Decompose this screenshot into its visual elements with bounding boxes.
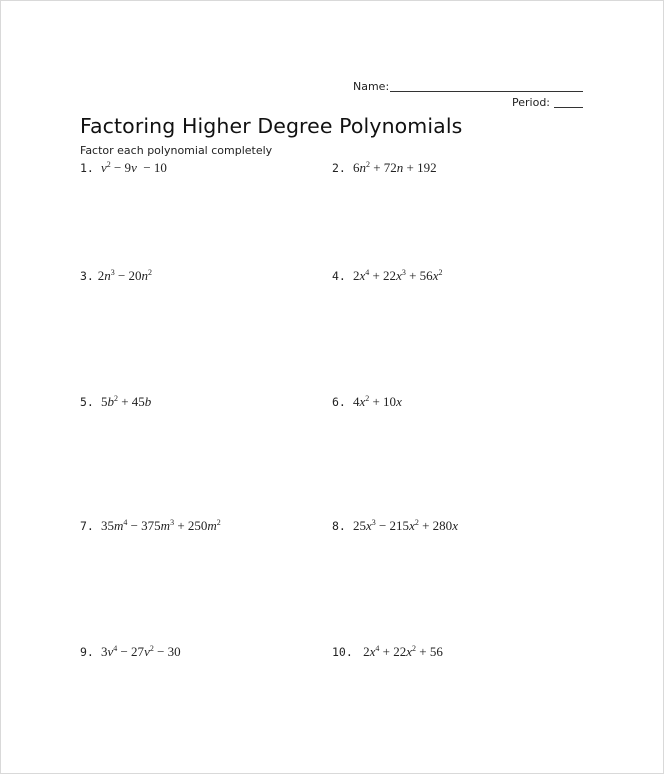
period-label: Period: <box>512 96 551 109</box>
problem-number: 8. <box>332 519 346 533</box>
problem-number: 7. <box>80 519 94 533</box>
problem-expression: $6n^2 + 72n + 192$ <box>349 160 437 175</box>
problem-5 <box>80 394 151 410</box>
problem-1 <box>80 160 167 176</box>
problem-4 <box>332 268 442 284</box>
problem-number: 4. <box>332 269 346 283</box>
problem-expression: $4x^2 + 10x$ <box>349 394 402 409</box>
problem-2 <box>332 160 437 176</box>
problem-number: 5. <box>80 395 94 409</box>
period-blank-line[interactable] <box>554 107 583 108</box>
problem-number: 9. <box>80 645 94 659</box>
problem-number: 2. <box>332 161 346 175</box>
problem-expression: $5b^2 + 45b$ <box>97 394 152 409</box>
problem-8 <box>332 518 458 534</box>
problem-number: 6. <box>332 395 346 409</box>
problem-expression: $35m^4 - 375m^3 + 250m^2$ <box>97 518 221 533</box>
problem-expression: $2x^4 + 22x^3 + 56x^2$ <box>349 268 443 283</box>
problem-9 <box>80 644 181 660</box>
problem-10 <box>332 644 443 660</box>
name-blank-line[interactable] <box>390 91 583 92</box>
problem-6 <box>332 394 402 410</box>
problem-7 <box>80 518 221 534</box>
problem-number: 3. <box>80 269 94 283</box>
problem-number: 1. <box>80 161 94 175</box>
problem-expression: $v^2 - 9v - 10$ <box>100 160 167 175</box>
problem-3 <box>80 268 152 284</box>
worksheet-title: Factoring Higher Degree Polynomials <box>80 114 463 138</box>
problem-expression: $3v^4 - 27v^2 - 30$ <box>97 644 181 659</box>
problem-expression: $2x^4 + 22x^2 + 56$ <box>356 644 443 659</box>
name-label: Name: <box>353 80 390 93</box>
instructions-text: Factor each polynomial completely <box>80 144 273 157</box>
problem-number: 10. <box>332 645 353 659</box>
problem-expression: $2n^3 - 20n^2$ <box>97 268 153 283</box>
problem-expression: $25x^3 - 215x^2 + 280x$ <box>349 518 458 533</box>
